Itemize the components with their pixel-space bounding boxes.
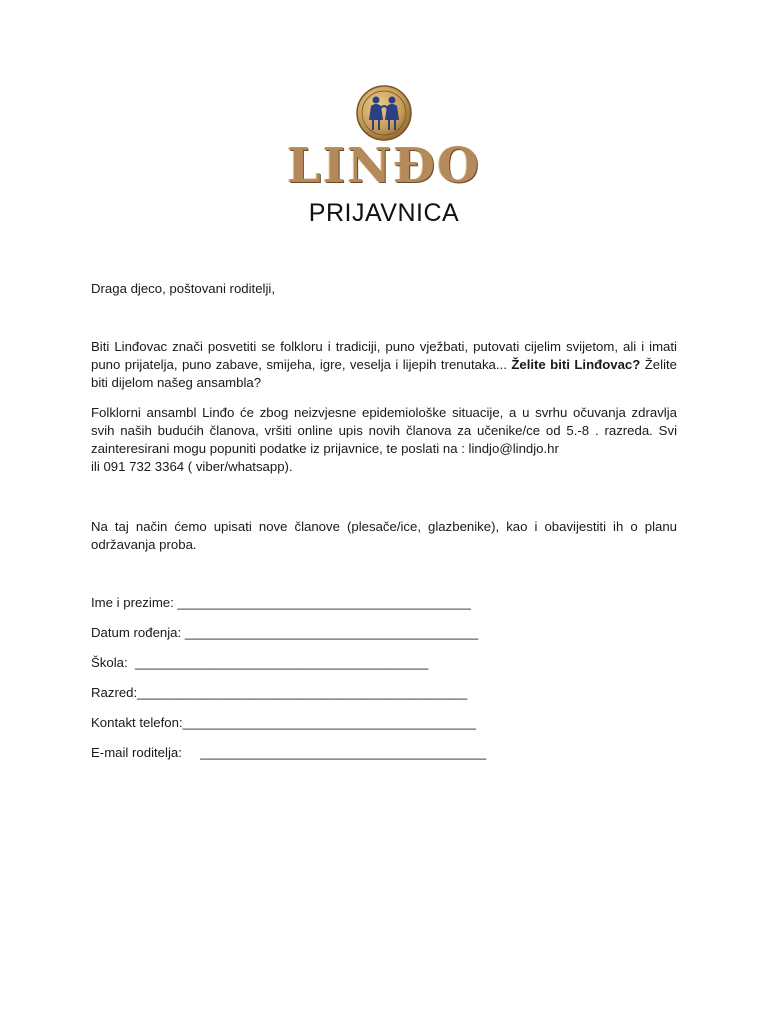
field-parent-email[interactable]: E-mail roditelja: _______________________________________ — [91, 745, 487, 760]
field-school[interactable]: Škola: ________________________________________ — [91, 655, 429, 670]
intro-bold-question: Želite biti Linđovac? — [511, 357, 641, 372]
closing-paragraph: Na taj način ćemo upisati nove članove (plesače/ice, glazbenike), kao i obavijestiti ih o planu održavanja proba. — [91, 519, 677, 552]
info-text: Folklorni ansambl Linđo će zbog neizvjesne epidemiološke situacije, a u svrhu očuvanja zdravlja svih naših budućih članova, vršiti online upis novih članova za učenike/ce od 5.-8 . razreda. Svi zainteresirani mogu popuniti podatke iz prijavnice, te poslati na : lindjo@lindjo.hr — [91, 405, 677, 456]
info-contact-line: ili 091 732 3364 ( viber/whatsapp). — [91, 459, 293, 474]
intro-text-tail: Želite biti dijelom našeg ansambla? — [91, 357, 677, 390]
info-paragraph — [91, 404, 677, 476]
field-name[interactable]: Ime i prezime: ________________________________________ — [91, 595, 471, 610]
page-title: PRIJAVNICA — [308, 199, 460, 227]
field-grade[interactable]: Razred:_____________________________________________ — [91, 685, 468, 700]
intro-text: Biti Linđovac znači posvetiti se folkloru i tradiciji, puno vježbati, putovati cijelim svijetom, ali i imati puno prijatelja, puno zabave, smijeha, igre, veselja i lijepih trenutaka... — [91, 339, 677, 372]
intro-paragraph — [91, 338, 677, 392]
logo-wordmark: LINĐO — [287, 138, 481, 194]
dancing-couple-medallion-icon — [324, 84, 444, 144]
greeting: Draga djeco, poštovani roditelji, — [91, 281, 275, 296]
field-phone[interactable]: Kontakt telefon:________________________________________ — [91, 715, 477, 730]
field-birth-date[interactable]: Datum rođenja: ________________________________________ — [91, 625, 479, 640]
